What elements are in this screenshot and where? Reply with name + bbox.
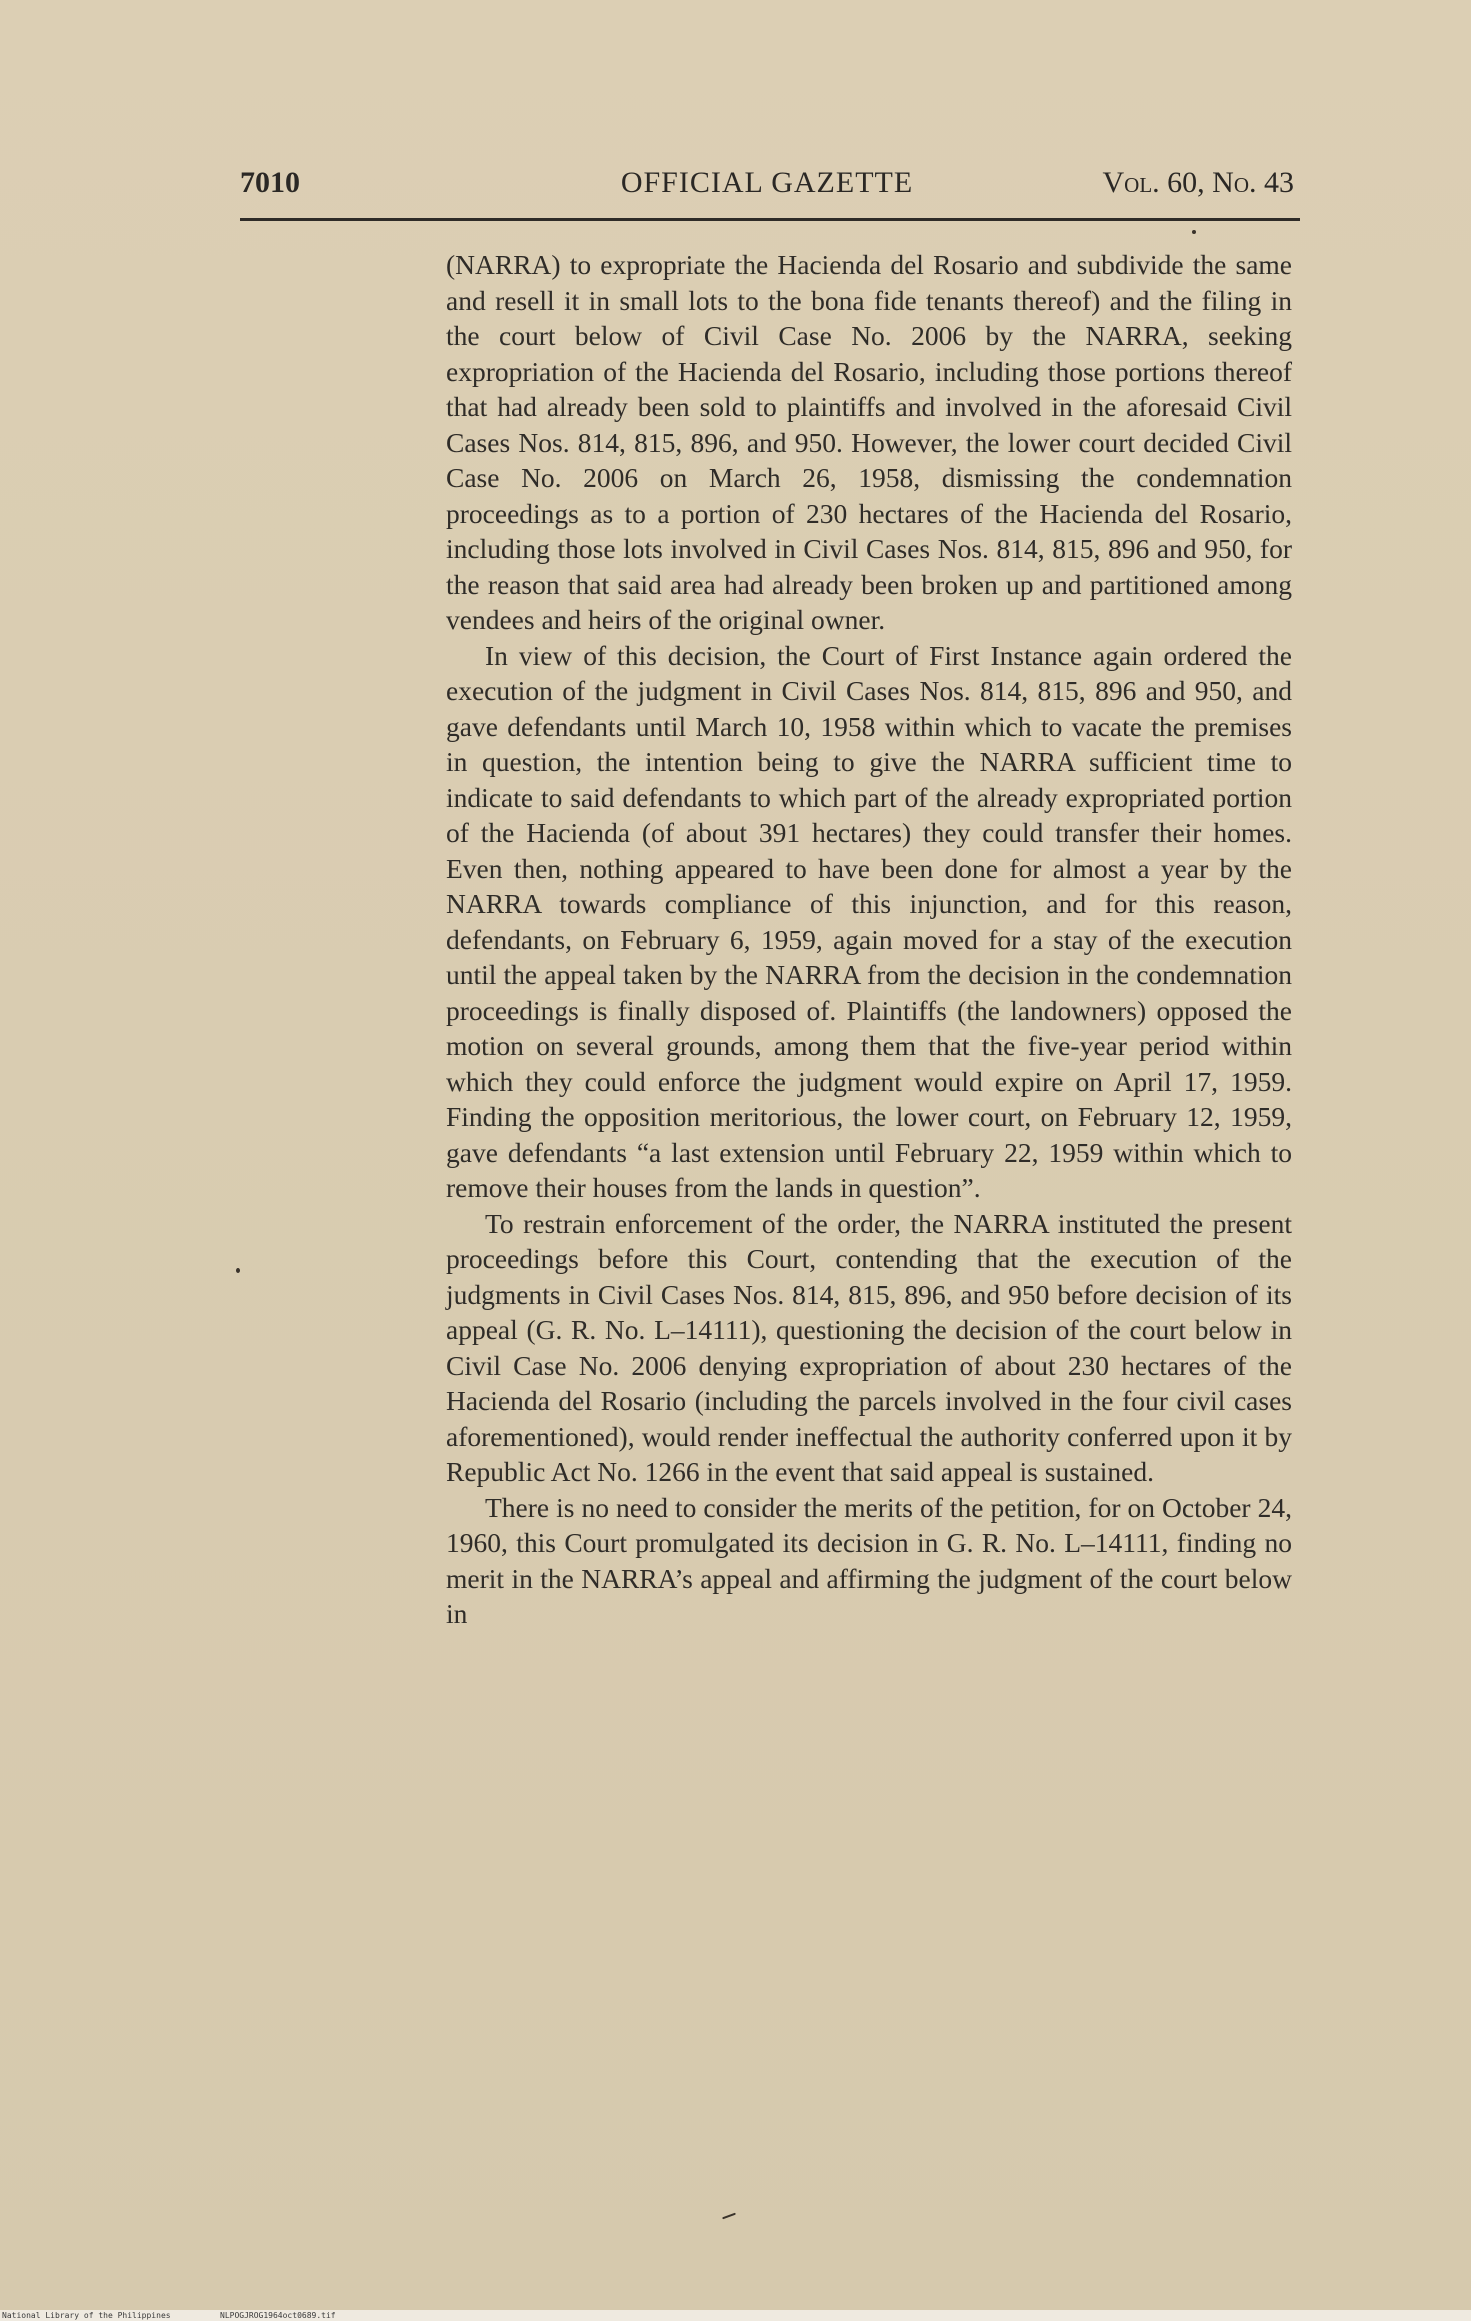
paper-speck xyxy=(722,2213,736,2220)
paragraph-2: In view of this decision, the Court of First Instance again ordered the execution of the judgment in Civil Cases Nos. 814, 815, 896 and 950, and gave defendants until March 10, 1958 within which to vacate the premises in question, the intention being to give the NARRA sufficient time to indicate to said defendants to which part of the already expropriated portion of the Hacienda (of about 391 hectares) they could transfer their homes. Even then, nothing appeared to have been done for almost a year by the NARRA towards compliance of this injunction, and for this reason, defendants, on February 6, 1959, again moved for a stay of the execution until the appeal taken by the NARRA from the decision in the condemnation proceedings is finally disposed of. Plaintiffs (the landowners) opposed the motion on several grounds, among them that the five-year period within which they could enforce the judgment would expire on April 17, 1959. Finding the opposition meritorious, the lower court, on February 12, 1959, gave defendants “a last extension until February 22, 1959 within which to remove their houses from the lands in question”. xyxy=(446,639,1292,1203)
page-header xyxy=(240,162,1294,204)
paper-speck xyxy=(236,1268,240,1273)
page-number: 7010 xyxy=(240,166,300,199)
publication-title: OFFICIAL GAZETTE xyxy=(620,166,914,199)
scan-footer xyxy=(0,2310,1471,2321)
scan-filename: NLPOGJROG1964oct0689.tif xyxy=(220,2311,336,2320)
header-rule xyxy=(240,218,1300,221)
paragraph-1: (NARRA) to expropriate the Hacienda del Rosario and subdivide the same and resell it in small lots to the bona fide tenants thereof) and the filing in the court below of Civil Case No. 2006 by the NARRA, seeking expropriation of the Hacienda del Rosario, including those portions thereof that had already been sold to plaintiffs and involved in the aforesaid Civil Cases Nos. 814, 815, 896, and 950. However, the lower court decided Civil Case No. 2006 on March 26, 1958, dismissing the condemnation proceedings as to a portion of 230 hectares of the Hacienda del Rosario, including those lots involved in Civil Cases Nos. 814, 815, 896 and 950, for the reason that said area had already been broken up and partitioned among vendees and heirs of the original owner. xyxy=(446,249,1292,635)
scan-library-label: National Library of the Philippines xyxy=(2,2311,171,2320)
paper-speck xyxy=(1192,230,1196,234)
body-text xyxy=(446,247,1292,1632)
paragraph-4: There is no need to consider the merits of the petition, for on October 24, 1960, this Court promulgated its decision in G. R. No. L–14111, finding no merit in the NARRA’s appeal and affirming the judgment of the court below in xyxy=(446,1491,1292,1629)
volume-issue: Vol. 60, No. 43 xyxy=(1102,166,1294,199)
paragraph-3: To restrain enforcement of the order, the NARRA instituted the present proceedings before this Court, contending that the execution of the judgments in Civil Cases Nos. 814, 815, 896, and 950 before decision of its appeal (G. R. No. L–14111), questioning the decision of the court below in Civil Case No. 2006 denying expropriation of about 230 hectares of the Hacienda del Rosario (including the parcels involved in the four civil cases aforementioned), would render ineffectual the authority conferred upon it by Republic Act No. 1266 in the event that said appeal is sustained. xyxy=(446,1207,1292,1487)
